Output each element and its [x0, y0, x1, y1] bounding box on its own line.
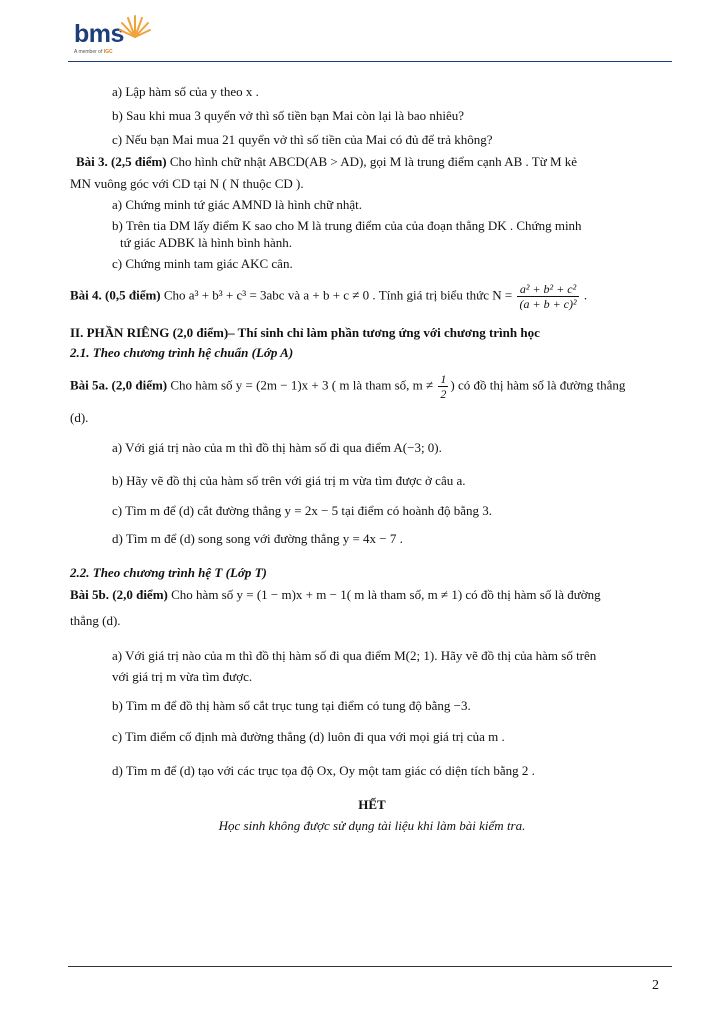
text-line: với giá trị m vừa tìm được. [112, 669, 253, 684]
text-line: c) Tìm điểm cố định mà đường thẳng (d) luôn đi qua với mọi giá trị của m . [112, 729, 505, 744]
closing-note: Học sinh không được sử dụng tài liệu khi làm bài kiểm tra. [218, 818, 526, 833]
text-line: a) Lập hàm số của y theo x . [112, 84, 259, 99]
text-line: c) Tìm m để (d) cắt đường thẳng y = 2x − 5 tại điểm có hoành độ bằng 3. [112, 503, 492, 518]
text-line: b) Trên tia DM lấy điểm K sao cho M là trung điểm của của đoạn thẳng DK . Chứng minh [112, 218, 582, 233]
logo-subtitle: A member of IGC [74, 49, 113, 55]
text-line: MN vuông góc với CD tại N ( N thuộc CD ). [70, 176, 304, 191]
fraction: $\frac{\text{a² + b² + c²}}{\text{(a + b + c)²}}$ [519, 282, 577, 311]
text-line: b) Hãy vẽ đồ thị của hàm số trên với giá trị m vừa tìm được ở câu a. [112, 473, 466, 488]
problem-4-line: Bài 4. (0,5 điểm) Cho a³ + b³ + c³ = 3abc và a + b + c ≠ 0 . Tính giá trị biểu thức N = $\frac{\text{a² + b² + c²}}{\text{(a + b + c)²}}$ . [70, 282, 588, 311]
text-line: c) Chứng minh tam giác AKC cân. [112, 256, 293, 271]
subsection-heading: 2.2. Theo chương trình hệ T (Lớp T) [70, 565, 267, 580]
section-heading: II. PHẦN RIÊNG (2,0 điểm)– Thí sinh chỉ làm phần tương ứng với chương trình học [70, 325, 540, 340]
page-header [0, 0, 724, 66]
text-line: d) Tìm m để (d) tạo với các trục tọa độ Ox, Oy một tam giác có diện tích bằng 2 . [112, 763, 535, 778]
logo-text: bms [74, 20, 124, 48]
subsection-heading: 2.1. Theo chương trình hệ chuẩn (Lớp A) [70, 345, 294, 360]
bms-logo [74, 22, 124, 55]
text-line: (d). [70, 410, 89, 425]
text-line: a) Chứng minh tứ giác AMND là hình chữ nhật. [112, 197, 363, 212]
problem-3-line: Bài 3. (2,5 điểm) Cho hình chữ nhật ABCD(AB > AD), gọi M là trung điểm cạnh AB . Từ M kẻ [76, 154, 578, 169]
text-line: b) Tìm m để đồ thị hàm số cắt trục tung tại điểm có tung độ bằng −3. [112, 698, 471, 713]
page-number: 2 [652, 978, 659, 993]
footer-rule [68, 966, 672, 967]
sunburst-icon [118, 13, 152, 39]
header-rule [68, 61, 672, 62]
text-line: a) Với giá trị nào của m thì đồ thị hàm số đi qua điểm A(−3; 0). [112, 440, 442, 455]
text-line: b) Sau khi mua 3 quyển vở thì số tiền bạn Mai còn lại là bao nhiêu? [112, 108, 465, 123]
text-line: tứ giác ADBK là hình bình hành. [120, 235, 293, 250]
problem-5b-line: Bài 5b. (2,0 điểm) Cho hàm số y = (1 − m)x + m − 1( m là tham số, m ≠ 1) có đồ thị hàm số là đường [70, 587, 601, 602]
end-marker: HẾT [358, 797, 386, 812]
text-line: c) Nếu bạn Mai mua 21 quyển vở thì số tiền của Mai có đủ để trả không? [112, 132, 493, 147]
problem-5a-line: Bài 5a. (2,0 điểm) Cho hàm số y = (2m − 1)x + 3 ( m là tham số, m ≠ $\frac{1}{2}$ ) có đồ thị hàm số là đường thẳng [70, 372, 626, 401]
text-line: thẳng (d). [70, 613, 121, 628]
text-line: d) Tìm m để (d) song song với đường thẳng y = 4x − 7 . [112, 531, 403, 546]
text-line: a) Với giá trị nào của m thì đồ thị hàm số đi qua điểm M(2; 1). Hãy vẽ đồ thị của hàm số trên [112, 648, 597, 663]
fraction: $\frac{1}{2}$ [440, 372, 447, 401]
